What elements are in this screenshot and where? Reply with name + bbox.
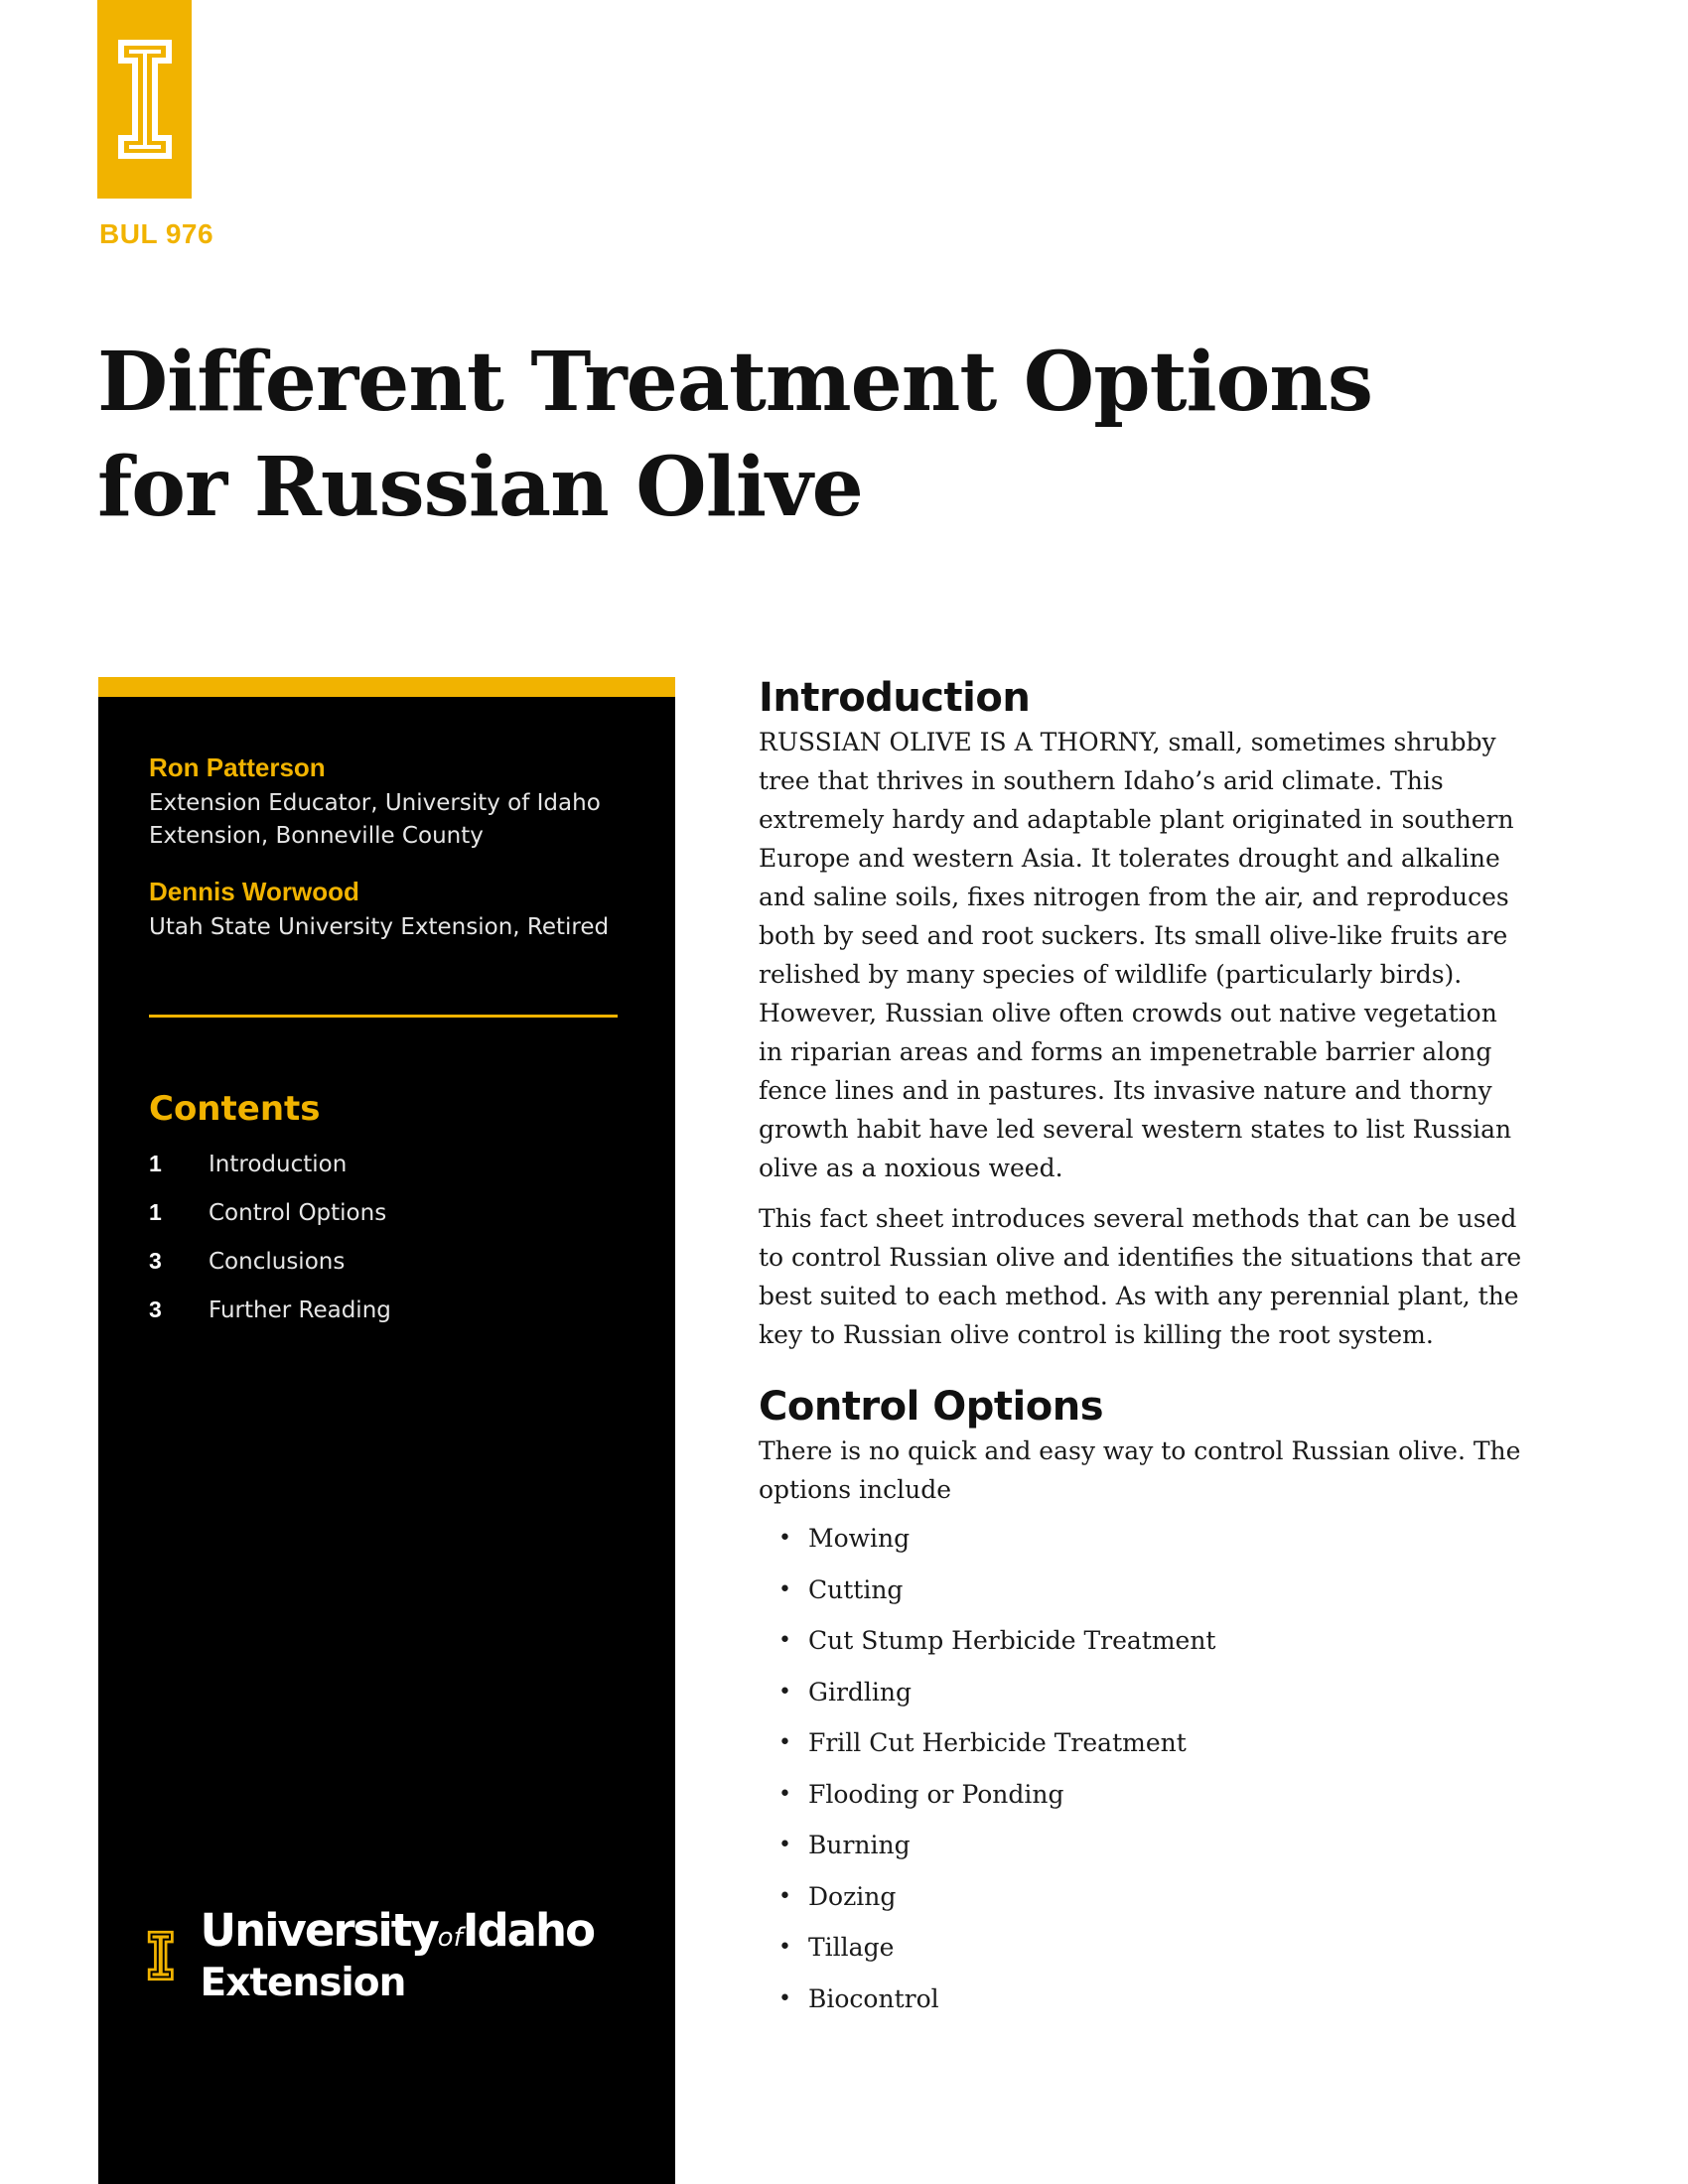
bullet-icon: • [778, 1730, 791, 1755]
author-name: Ron Patterson [149, 752, 326, 782]
bullet-icon: • [778, 1935, 791, 1960]
bullet-icon: • [778, 1883, 791, 1909]
bullet-icon: • [778, 1833, 791, 1857]
contents-heading: Contents [149, 1089, 321, 1129]
list-item-label: Cutting [808, 1574, 904, 1604]
toc-page-number: 3 [149, 1297, 162, 1322]
text-line: Europe and western Asia. It tolerates drought and alkaline [759, 844, 1500, 873]
text-line: fence lines and in pastures. Its invasive nature and thorny [759, 1076, 1492, 1105]
text-line: both by seed and root suckers. Its small olive-like fruits are [759, 921, 1508, 950]
university-block-i-logo [97, 0, 192, 199]
introduction-paragraph [759, 1199, 1553, 1354]
text-line: olive as a noxious weed. [759, 1154, 1063, 1182]
affiliation-line: Extension, Bonneville County [149, 823, 484, 849]
bullet-icon: • [778, 1628, 791, 1653]
toc-item-further-reading[interactable] [149, 1286, 645, 1334]
list-item [759, 1769, 1553, 1821]
logo-subtitle: Extension [200, 1960, 406, 2005]
divider [149, 1015, 618, 1018]
table-of-contents [149, 1140, 645, 1334]
text-line: This fact sheet introduces several methods that can be used [759, 1204, 1517, 1233]
text-line: to control Russian olive and identifies the situations that are [759, 1243, 1522, 1272]
text-line: in riparian areas and forms an impenetrable barrier along [759, 1037, 1492, 1066]
block-i-icon [112, 34, 178, 165]
list-item-label: Burning [808, 1831, 911, 1859]
list-item-label: Tillage [808, 1933, 895, 1962]
toc-label: Introduction [209, 1151, 348, 1177]
toc-label: Further Reading [209, 1297, 391, 1323]
logo-university-name [200, 1903, 594, 1962]
sidebar-gold-band [98, 677, 675, 697]
list-item [759, 1717, 1553, 1769]
affiliation-line: Extension Educator, University of Idaho [149, 790, 601, 816]
logo-text: of [437, 1922, 463, 1953]
bullet-icon: • [778, 1781, 791, 1807]
bullet-icon: • [778, 1679, 791, 1705]
toc-label: Control Options [209, 1199, 387, 1226]
list-item [759, 1513, 1553, 1565]
toc-label: Conclusions [209, 1248, 346, 1275]
control-options-list [759, 1513, 1553, 2024]
main-content [759, 675, 1553, 2024]
author-name: Dennis Worwood [149, 877, 359, 906]
text-line: best suited to each method. As with any perennial plant, the [759, 1282, 1519, 1310]
list-item [759, 1667, 1553, 1718]
list-item-label: Dozing [808, 1881, 897, 1911]
text-line: There is no quick and easy way to control Russian olive. The [759, 1436, 1521, 1465]
text-line: extremely hardy and adaptable plant originated in southern [759, 805, 1514, 834]
logo-wordmark [200, 1903, 594, 2005]
introduction-heading: Introduction [759, 675, 1031, 721]
toc-page-number: 3 [149, 1248, 162, 1274]
title-line: Different Treatment Options [97, 335, 1373, 430]
bulletin-number: BUL 976 [99, 218, 214, 249]
list-item-label: Mowing [808, 1524, 911, 1553]
toc-page-number: 1 [149, 1199, 162, 1225]
list-item-label: Frill Cut Herbicide Treatment [808, 1728, 1187, 1757]
bullet-icon: • [778, 1526, 791, 1551]
list-item-label: Biocontrol [808, 1983, 939, 2013]
text-line: However, Russian olive often crowds out native vegetation [759, 999, 1497, 1027]
list-item [759, 1871, 1553, 1923]
bullet-icon: • [778, 1985, 791, 2011]
toc-page-number: 1 [149, 1151, 162, 1176]
text-line: options include [759, 1475, 952, 1504]
list-item-label: Girdling [808, 1677, 913, 1706]
text-line: RUSSIAN OLIVE IS A THORNY, small, sometimes shrubby [759, 728, 1496, 756]
logo-text: University [200, 1903, 438, 1957]
bullet-icon: • [778, 1576, 791, 1602]
list-item [759, 1922, 1553, 1974]
toc-item-conclusions[interactable] [149, 1237, 645, 1286]
author-affiliation [149, 787, 645, 853]
document-title [97, 330, 1537, 540]
list-item [759, 1820, 1553, 1871]
sidebar-panel [98, 677, 675, 2184]
author-affiliation [149, 911, 645, 944]
list-item [759, 1615, 1553, 1667]
list-item [759, 1565, 1553, 1616]
text-line: and saline soils, fixes nitrogen from the air, and reproduces [759, 883, 1509, 911]
toc-item-introduction[interactable] [149, 1140, 645, 1188]
list-item-label: Flooding or Ponding [808, 1779, 1064, 1809]
text-line: key to Russian olive control is killing the root system. [759, 1320, 1434, 1349]
affiliation-line: Utah State University Extension, Retired [149, 914, 610, 940]
list-item [759, 1974, 1553, 2025]
logo-text: Idaho [462, 1903, 594, 1957]
list-item-label: Cut Stump Herbicide Treatment [808, 1626, 1216, 1655]
text-line: growth habit have led several western states to list Russian [759, 1115, 1512, 1144]
text-line: tree that thrives in southern Idaho’s arid climate. This [759, 766, 1444, 795]
university-of-idaho-extension-logo [147, 1903, 594, 2005]
control-options-heading: Control Options [759, 1384, 1104, 1430]
block-i-icon [147, 1890, 175, 2021]
title-line: for Russian Olive [97, 440, 863, 535]
toc-item-control-options[interactable] [149, 1188, 645, 1237]
text-line: relished by many species of wildlife (particularly birds). [759, 960, 1463, 989]
control-options-intro [759, 1432, 1553, 1509]
introduction-paragraph [759, 723, 1553, 1187]
